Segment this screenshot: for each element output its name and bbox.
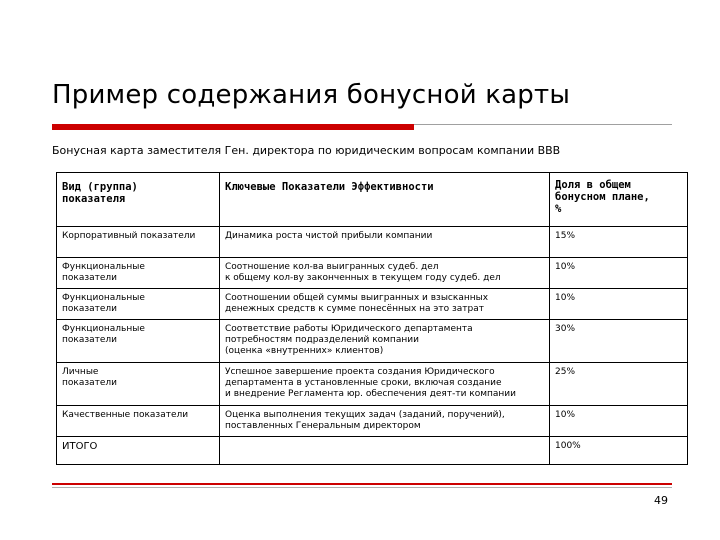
footer-rule-gray — [52, 487, 672, 488]
row-share: 10% — [550, 258, 688, 289]
row-kpi: Соотношение кол-ва выигранных судеб. дел к общему кол-ву законченных в текущем году судеб. дел — [220, 258, 550, 289]
row-share: 10% — [550, 289, 688, 320]
row-kpi: Динамика роста чистой прибыли компании — [220, 227, 550, 258]
table-total-row — [57, 437, 688, 465]
total-label: ИТОГО — [57, 437, 220, 465]
table-row — [57, 227, 688, 258]
footer-rule-accent — [52, 483, 672, 485]
table-header-row — [57, 173, 688, 227]
total-empty — [220, 437, 550, 465]
row-share: 30% — [550, 320, 688, 363]
row-share: 10% — [550, 406, 688, 437]
header-share: Доля в общем бонусном плане, % — [550, 173, 688, 227]
table-row — [57, 406, 688, 437]
kpi-table — [56, 172, 688, 465]
page-number: 49 — [654, 494, 668, 507]
row-kpi: Успешное завершение проекта создания Юридического департамента в установленные сроки, включая создание и внедрение Регламента юр. обеспечения деят-ти компании — [220, 363, 550, 406]
row-share: 15% — [550, 227, 688, 258]
row-kpi: Соотношении общей суммы выигранных и взысканных денежных средств к сумме понесённых на это затрат — [220, 289, 550, 320]
table-row — [57, 363, 688, 406]
row-group: Функциональные показатели — [57, 258, 220, 289]
table-row — [57, 289, 688, 320]
row-group: Корпоративный показатели — [57, 227, 220, 258]
table-row — [57, 258, 688, 289]
row-kpi: Соответствие работы Юридического департамента потребностям подразделений компании (оценка «внутренних» клиентов) — [220, 320, 550, 363]
row-group: Качественные показатели — [57, 406, 220, 437]
table-row — [57, 320, 688, 363]
row-share: 25% — [550, 363, 688, 406]
row-group: Личные показатели — [57, 363, 220, 406]
total-share: 100% — [550, 437, 688, 465]
row-group: Функциональные показатели — [57, 320, 220, 363]
slide-title: Пример содержания бонусной карты — [52, 80, 571, 110]
row-group: Функциональные показатели — [57, 289, 220, 320]
row-kpi: Оценка выполнения текущих задач (заданий, поручений), поставленных Генеральным директором — [220, 406, 550, 437]
title-rule-accent — [52, 124, 414, 130]
header-group: Вид (группа) показателя — [57, 173, 220, 227]
header-kpi: Ключевые Показатели Эффективности — [220, 173, 550, 227]
slide-subtitle: Бонусная карта заместителя Ген. директора по юридическим вопросам компании ВВВ — [52, 144, 561, 157]
